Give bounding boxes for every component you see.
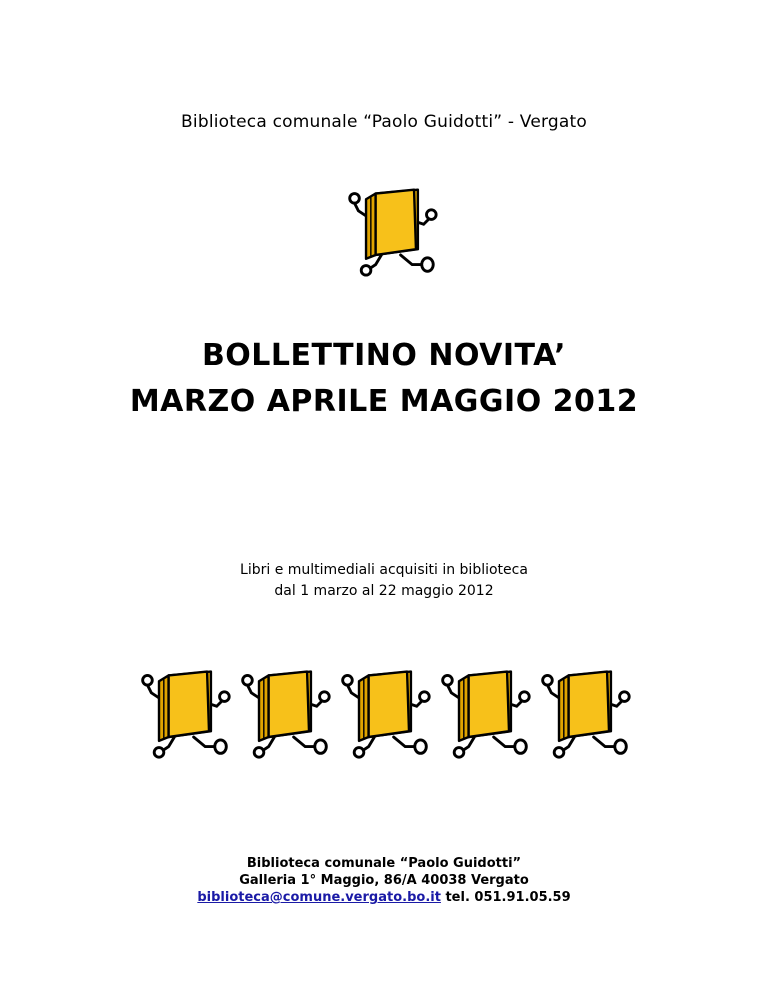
library-header: Biblioteca comunale “Paolo Guidotti” - Vergato — [181, 112, 587, 132]
running-book-icon — [234, 660, 334, 764]
document-title — [0, 333, 768, 425]
footer-phone: tel. 051.91.05.59 — [440, 890, 571, 905]
running-book-icon — [434, 660, 534, 764]
running-book-icon — [334, 660, 434, 764]
running-book-icon — [336, 182, 446, 278]
running-book-icon — [534, 660, 634, 764]
title-line-1: BOLLETTINO NOVITA’ — [201, 338, 567, 373]
subtitle-line-2: dal 1 marzo al 22 maggio 2012 — [274, 583, 494, 599]
subtitle-line-1: Libri e multimediali acquisiti in biblioteca — [240, 562, 528, 578]
running-book-row — [134, 660, 634, 770]
footer-contact — [0, 855, 768, 906]
email-link[interactable]: biblioteca@comune.vergato.bo.it — [197, 890, 441, 905]
footer-address: Galleria 1° Maggio, 86/A 40038 Vergato — [239, 873, 529, 888]
document-subtitle — [0, 560, 768, 602]
footer-contact-line — [0, 889, 768, 906]
running-book-icon — [134, 660, 234, 764]
title-line-2: MARZO APRILE MAGGIO 2012 — [129, 384, 639, 419]
footer-library-name: Biblioteca comunale “Paolo Guidotti” — [246, 856, 522, 871]
